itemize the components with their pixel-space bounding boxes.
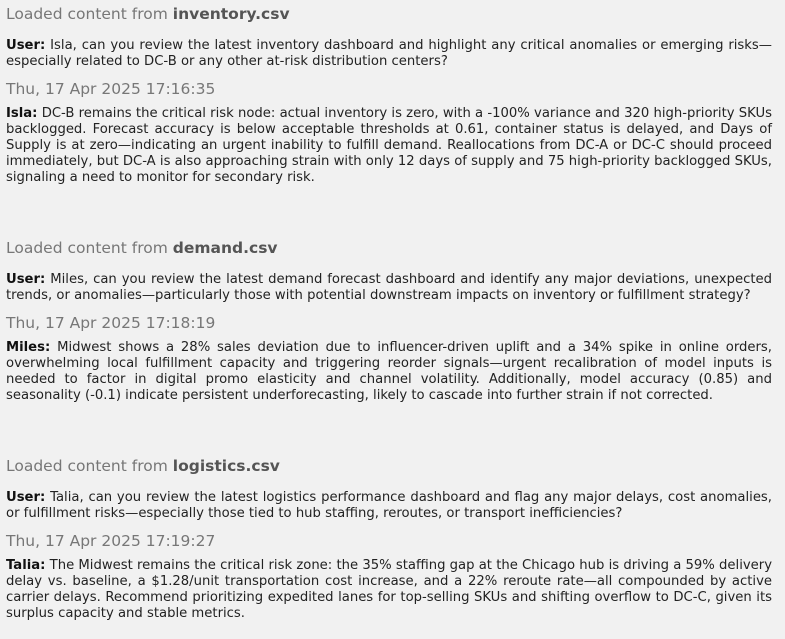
loaded-file-name: inventory.csv (172, 5, 290, 23)
agent-message-text: Midwest shows a 28% sales deviation due to influencer-driven uplift and a 34% spike in online orders, overwhelming local fulfillment capacity and triggering reorder signals—urgent recalibration of model inputs is needed to factor in digital promo elasticity and channel volatility. Additionally, model accuracy (0.85) and seasonality (-0.1) indicate persistent underforecasting, likely to cascade into further strain if not corrected. (6, 340, 772, 403)
agent-label: Talia: (6, 558, 46, 573)
loaded-prefix: Loaded content from (6, 5, 168, 23)
agent-label: Isla: (6, 106, 38, 121)
user-message-text: Isla, can you review the latest inventory dashboard and highlight any critical anomalies or emerging risks—especially related to DC-B or any other at-risk distribution centers? (6, 38, 772, 69)
user-label: User: (6, 272, 46, 287)
loaded-file-notice (6, 234, 772, 262)
user-message (6, 38, 772, 70)
user-message (6, 272, 772, 304)
message-timestamp: Thu, 17 Apr 2025 17:18:19 (6, 314, 216, 332)
agent-label: Miles: (6, 340, 51, 355)
chat-log (6, 0, 772, 622)
loaded-file-name: demand.csv (172, 239, 278, 257)
chat-block-demand (6, 234, 772, 452)
agent-message-text: The Midwest remains the critical risk zone: the 35% staffing gap at the Chicago hub is driving a 59% delivery delay vs. baseline, a $1.28/unit transportation cost increase, and a 22% reroute rate—all compounded by active carrier delays. Recommend prioritizing expedited lanes for top-selling SKUs and shifting overflow to DC-C, given its surplus capacity and stable metrics. (6, 558, 773, 621)
agent-message (6, 558, 772, 622)
agent-message (6, 106, 772, 186)
loaded-file-name: logistics.csv (172, 457, 280, 475)
agent-message-text: DC-B remains the critical risk node: actual inventory is zero, with a -100% variance and 320 high-priority SKUs backlogged. Forecast accuracy is below acceptable thresholds at 0.61, container status is delayed, and Days of Supply is at zero—indicating an urgent inability to fulfill demand. Reallocations from DC-A or DC-C should proceed immediately, but DC-A is also approaching strain with only 12 days of supply and 75 high-priority backlogged SKUs, signaling a need to monitor for secondary risk. (6, 106, 772, 185)
loaded-file-notice (6, 452, 772, 480)
agent-message (6, 340, 772, 404)
chat-block-logistics (6, 452, 772, 622)
user-message-text: Miles, can you review the latest demand forecast dashboard and identify any major deviations, unexpected trends, or anomalies—particularly those with potential downstream impacts on inventory or fulfillment strategy? (6, 272, 772, 303)
user-message (6, 490, 772, 522)
loaded-file-notice (6, 0, 772, 28)
chat-block-inventory (6, 0, 772, 234)
user-message-text: Talia, can you review the latest logistics performance dashboard and flag any major delays, cost anomalies, or fulfillment risks—especially those tied to hub staffing, reroutes, or transport inefficiencies? (6, 490, 772, 521)
loaded-prefix: Loaded content from (6, 457, 168, 475)
user-label: User: (6, 490, 46, 505)
loaded-prefix: Loaded content from (6, 239, 168, 257)
message-timestamp: Thu, 17 Apr 2025 17:16:35 (6, 80, 216, 98)
message-timestamp: Thu, 17 Apr 2025 17:19:27 (6, 532, 216, 550)
user-label: User: (6, 38, 46, 53)
